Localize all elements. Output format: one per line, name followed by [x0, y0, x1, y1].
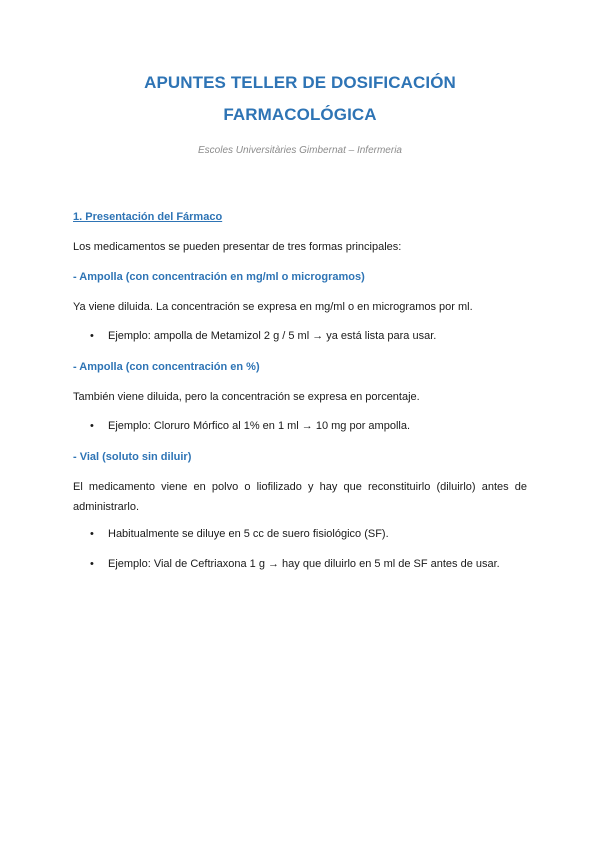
form-heading-vial: - Vial (soluto sin diluir): [73, 451, 192, 463]
bullet-icon: •: [90, 330, 94, 342]
bullet-icon: •: [90, 420, 94, 432]
document-title-line-2: FARMACOLÓGICA: [223, 105, 377, 124]
section-heading: 1. Presentación del Fármaco: [73, 211, 223, 223]
form-description-ampolla-mgml: Ya viene diluida. La concentración se expresa en mg/ml o en microgramos por ml.: [73, 301, 473, 313]
document-title-line-1: APUNTES TELLER DE DOSIFICACIÓN: [144, 73, 456, 92]
list-item-text: Ejemplo: Vial de Ceftriaxona 1 g → hay que diluirlo en 5 ml de SF antes de usar.: [108, 558, 500, 570]
list-item-text: Ejemplo: Cloruro Mórfico al 1% en 1 ml → 10 mg por ampolla.: [108, 420, 411, 432]
bullet-icon: •: [90, 528, 94, 540]
form-description-vial: El medicamento viene en polvo o liofilizado y hay que reconstituirlo (diluirlo) antes de administrarlo.: [73, 481, 527, 513]
form-heading-ampolla-mgml: - Ampolla (con concentración en mg/ml o microgramos): [73, 271, 365, 283]
list-item-text: Habitualmente se diluye en 5 cc de suero fisiológico (SF).: [108, 528, 389, 540]
document-subtitle: Escoles Universitàries Gimbernat – Infermeria: [198, 145, 402, 156]
list-item-text: Ejemplo: ampolla de Metamizol 2 g / 5 ml → ya está lista para usar.: [108, 330, 437, 342]
form-heading-ampolla-percent: - Ampolla (con concentración en %): [73, 361, 260, 373]
form-description-ampolla-percent: También viene diluida, pero la concentración se expresa en porcentaje.: [73, 391, 420, 403]
bullet-icon: •: [90, 558, 94, 570]
section-intro: Los medicamentos se pueden presentar de tres formas principales:: [73, 241, 402, 253]
